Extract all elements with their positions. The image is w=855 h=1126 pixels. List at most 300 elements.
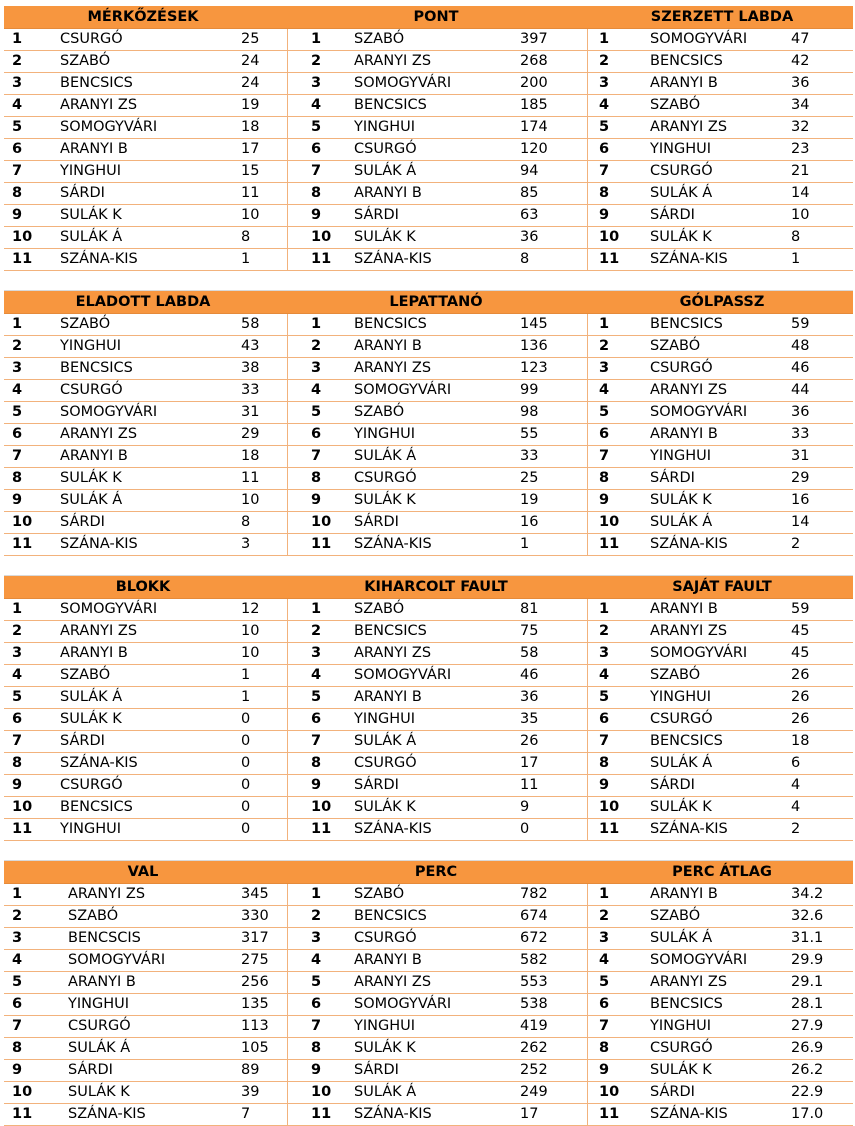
stat-value-cell: 275 [241, 952, 269, 968]
player-name-cell: BENCSICS [60, 360, 133, 376]
table-row [4, 512, 853, 534]
stat-value-cell: 17 [520, 1106, 539, 1122]
table-row [4, 249, 853, 271]
player-name-cell: SÁRDI [650, 470, 695, 486]
stat-value-cell: 94 [520, 163, 539, 179]
stat-value-cell: 32.6 [791, 908, 824, 924]
rank-cell: 7 [599, 163, 610, 179]
player-name-cell: SULÁK Á [354, 1084, 417, 1100]
player-name-cell: ARANYI ZS [60, 623, 138, 639]
table-row [4, 972, 853, 994]
stat-value-cell: 674 [520, 908, 548, 924]
rank-cell: 9 [311, 1062, 322, 1078]
rank-cell: 9 [599, 1062, 610, 1078]
rank-cell: 10 [599, 514, 620, 530]
player-name-cell: ARANYI B [354, 952, 422, 968]
rank-cell: 6 [599, 141, 610, 157]
stat-value-cell: 99 [520, 382, 539, 398]
rank-cell: 6 [311, 141, 322, 157]
player-name-cell: SZABÓ [354, 404, 405, 420]
player-name-cell: ARANYI ZS [650, 382, 728, 398]
table-row [4, 731, 853, 753]
table-row [4, 797, 853, 819]
table-row [4, 884, 853, 906]
stat-value-cell: 582 [520, 952, 548, 968]
stats-section [4, 6, 853, 271]
rank-cell: 3 [311, 645, 322, 661]
player-name-cell: SULÁK Á [354, 733, 417, 749]
player-name-cell: SZÁNA-KIS [60, 755, 138, 771]
column-title: PERC [414, 864, 458, 880]
rank-cell: 10 [311, 514, 332, 530]
rank-cell: 6 [599, 996, 610, 1012]
player-name-cell: SZABÓ [354, 31, 405, 47]
player-name-cell: ARANYI B [650, 75, 718, 91]
section-header-band [4, 576, 853, 599]
column-title: PERC ÁTLAG [672, 864, 772, 880]
rank-cell: 4 [311, 97, 322, 113]
rank-cell: 9 [599, 777, 610, 793]
section-gap [4, 841, 853, 861]
stat-value-cell: 1 [791, 251, 801, 267]
player-name-cell: YINGHUI [354, 711, 416, 727]
stat-value-cell: 19 [241, 97, 260, 113]
rank-cell: 4 [599, 382, 610, 398]
stat-value-cell: 174 [520, 119, 548, 135]
stat-value-cell: 120 [520, 141, 548, 157]
player-name-cell: SOMOGYVÁRI [650, 31, 748, 47]
stat-value-cell: 18 [241, 119, 260, 135]
rank-cell: 2 [599, 623, 610, 639]
column-divider [287, 599, 288, 841]
rank-cell: 8 [12, 185, 23, 201]
stat-value-cell: 782 [520, 886, 548, 902]
stat-value-cell: 34 [791, 97, 810, 113]
stat-value-cell: 11 [241, 470, 260, 486]
rank-cell: 7 [12, 1018, 23, 1034]
player-name-cell: SULÁK Á [650, 185, 713, 201]
player-name-cell: SÁRDI [354, 777, 399, 793]
table-row [4, 183, 853, 205]
stat-value-cell: 185 [520, 97, 548, 113]
player-name-cell: BENCSICS [354, 908, 427, 924]
stat-value-cell: 16 [791, 492, 810, 508]
player-name-cell: SOMOGYVÁRI [354, 382, 452, 398]
player-name-cell: ARANYI B [354, 338, 422, 354]
player-name-cell: SULÁK Á [354, 448, 417, 464]
stat-value-cell: 17.0 [791, 1106, 824, 1122]
player-name-cell: BENCSICS [650, 733, 723, 749]
player-name-cell: SÁRDI [650, 777, 695, 793]
column-divider [587, 29, 588, 271]
stat-value-cell: 33 [791, 426, 810, 442]
column-divider [587, 599, 588, 841]
table-row [4, 402, 853, 424]
rank-cell: 2 [311, 338, 322, 354]
column-title: KIHARCOLT FAULT [364, 579, 508, 595]
player-name-cell: ARANYI B [60, 645, 128, 661]
rank-cell: 9 [12, 207, 23, 223]
rank-cell: 2 [311, 53, 322, 69]
rank-cell: 11 [12, 251, 33, 267]
player-name-cell: SÁRDI [68, 1062, 113, 1078]
stat-value-cell: 35 [520, 711, 539, 727]
stat-value-cell: 317 [241, 930, 269, 946]
player-name-cell: CSURGÓ [650, 360, 713, 376]
rank-cell: 11 [311, 821, 332, 837]
player-name-cell: ARANYI ZS [68, 886, 146, 902]
rank-cell: 2 [12, 338, 23, 354]
column-title: GÓLPASSZ [679, 294, 765, 310]
stat-value-cell: 0 [241, 755, 251, 771]
stat-value-cell: 11 [241, 185, 260, 201]
player-name-cell: ARANYI ZS [354, 645, 432, 661]
player-name-cell: SULÁK K [354, 1040, 416, 1056]
player-name-cell: YINGHUI [650, 1018, 712, 1034]
stat-value-cell: 15 [241, 163, 260, 179]
stat-value-cell: 31.1 [791, 930, 824, 946]
rank-cell: 11 [311, 536, 332, 552]
player-name-cell: SÁRDI [60, 733, 105, 749]
column-divider [287, 29, 288, 271]
player-name-cell: SZABÓ [650, 908, 701, 924]
player-name-cell: CSURGÓ [354, 930, 417, 946]
player-name-cell: SOMOGYVÁRI [650, 645, 748, 661]
player-name-cell: SZÁNA-KIS [354, 251, 432, 267]
rank-cell: 11 [12, 1106, 33, 1122]
stat-value-cell: 12 [241, 601, 260, 617]
player-name-cell: BENCSICS [354, 316, 427, 332]
player-name-cell: SULÁK Á [650, 930, 713, 946]
stat-value-cell: 32 [791, 119, 810, 135]
player-name-cell: SZABÓ [68, 908, 119, 924]
rank-cell: 10 [599, 229, 620, 245]
table-row [4, 906, 853, 928]
stat-value-cell: 145 [520, 316, 548, 332]
player-name-cell: SZÁNA-KIS [650, 1106, 728, 1122]
player-name-cell: SULÁK K [354, 492, 416, 508]
stat-value-cell: 59 [791, 316, 810, 332]
stat-value-cell: 27.9 [791, 1018, 824, 1034]
rank-cell: 8 [311, 185, 322, 201]
stat-value-cell: 22.9 [791, 1084, 824, 1100]
stat-value-cell: 36 [791, 75, 810, 91]
rank-cell: 6 [311, 426, 322, 442]
player-name-cell: ARANYI B [650, 601, 718, 617]
rank-cell: 1 [599, 601, 610, 617]
rank-cell: 7 [311, 448, 322, 464]
stat-value-cell: 8 [520, 251, 530, 267]
player-name-cell: ARANYI ZS [354, 974, 432, 990]
table-row [4, 139, 853, 161]
rank-cell: 6 [12, 426, 23, 442]
stat-value-cell: 553 [520, 974, 548, 990]
player-name-cell: SULÁK Á [60, 689, 123, 705]
stat-value-cell: 26 [791, 711, 810, 727]
player-name-cell: SZABÓ [650, 667, 701, 683]
rank-cell: 7 [311, 163, 322, 179]
stat-value-cell: 26 [791, 689, 810, 705]
table-row [4, 1038, 853, 1060]
table-row [4, 1016, 853, 1038]
rank-cell: 7 [599, 733, 610, 749]
player-name-cell: SOMOGYVÁRI [354, 75, 452, 91]
stat-value-cell: 7 [241, 1106, 251, 1122]
rank-cell: 7 [311, 733, 322, 749]
player-name-cell: SULÁK K [60, 207, 122, 223]
stat-value-cell: 0 [241, 777, 251, 793]
table-row [4, 621, 853, 643]
column-divider [287, 884, 288, 1126]
stat-value-cell: 55 [520, 426, 539, 442]
table-row [4, 95, 853, 117]
rank-cell: 3 [311, 360, 322, 376]
rank-cell: 2 [311, 908, 322, 924]
stat-value-cell: 19 [520, 492, 539, 508]
player-name-cell: SZÁNA-KIS [354, 536, 432, 552]
rank-cell: 8 [12, 755, 23, 771]
table-row [4, 1104, 853, 1126]
stat-value-cell: 45 [791, 623, 810, 639]
table-row [4, 117, 853, 139]
player-name-cell: SULÁK K [650, 492, 712, 508]
rank-cell: 11 [311, 1106, 332, 1122]
section-header-band [4, 6, 853, 29]
stat-value-cell: 105 [241, 1040, 269, 1056]
player-name-cell: ARANYI B [354, 689, 422, 705]
rank-cell: 10 [12, 229, 33, 245]
player-name-cell: SÁRDI [354, 514, 399, 530]
rank-cell: 11 [599, 821, 620, 837]
stat-value-cell: 28.1 [791, 996, 824, 1012]
stats-section [4, 291, 853, 556]
column-title: SAJÁT FAULT [672, 579, 772, 595]
player-name-cell: YINGHUI [60, 163, 122, 179]
stat-value-cell: 0 [241, 821, 251, 837]
table-row [4, 73, 853, 95]
player-name-cell: BENCSICS [60, 75, 133, 91]
column-title: VAL [127, 864, 159, 880]
stats-section [4, 861, 853, 1126]
player-name-cell: YINGHUI [650, 141, 712, 157]
section-header-band [4, 861, 853, 884]
player-name-cell: BENCSICS [60, 799, 133, 815]
player-name-cell: CSURGÓ [60, 382, 123, 398]
player-name-cell: ARANYI B [354, 185, 422, 201]
table-row [4, 665, 853, 687]
stat-value-cell: 36 [791, 404, 810, 420]
column-divider [587, 884, 588, 1126]
stat-value-cell: 10 [791, 207, 810, 223]
player-name-cell: SÁRDI [60, 185, 105, 201]
player-name-cell: CSURGÓ [60, 777, 123, 793]
player-name-cell: CSURGÓ [68, 1018, 131, 1034]
rank-cell: 10 [12, 799, 33, 815]
stat-value-cell: 123 [520, 360, 548, 376]
rank-cell: 4 [311, 952, 322, 968]
player-name-cell: SZÁNA-KIS [68, 1106, 146, 1122]
stat-value-cell: 1 [241, 667, 251, 683]
rank-cell: 2 [12, 53, 23, 69]
rank-cell: 9 [12, 777, 23, 793]
rank-cell: 7 [599, 448, 610, 464]
stat-value-cell: 0 [241, 711, 251, 727]
player-name-cell: ARANYI ZS [650, 974, 728, 990]
table-row [4, 380, 853, 402]
rank-cell: 8 [599, 1040, 610, 1056]
stat-value-cell: 8 [241, 229, 251, 245]
stat-value-cell: 249 [520, 1084, 548, 1100]
player-name-cell: SOMOGYVÁRI [60, 119, 158, 135]
stat-value-cell: 8 [791, 229, 801, 245]
rank-cell: 7 [599, 1018, 610, 1034]
rank-cell: 4 [12, 382, 23, 398]
stat-value-cell: 1 [241, 689, 251, 705]
player-name-cell: SZÁNA-KIS [354, 1106, 432, 1122]
rank-cell: 11 [311, 251, 332, 267]
player-name-cell: BENCSICS [354, 623, 427, 639]
stat-value-cell: 0 [241, 799, 251, 815]
rank-cell: 3 [12, 360, 23, 376]
rank-cell: 5 [311, 689, 322, 705]
rank-cell: 9 [599, 492, 610, 508]
rank-cell: 5 [599, 404, 610, 420]
stat-value-cell: 17 [520, 755, 539, 771]
rank-cell: 3 [599, 75, 610, 91]
stat-value-cell: 11 [520, 777, 539, 793]
rank-cell: 4 [12, 952, 23, 968]
stat-value-cell: 47 [791, 31, 810, 47]
player-name-cell: CSURGÓ [650, 711, 713, 727]
stat-value-cell: 75 [520, 623, 539, 639]
stat-value-cell: 44 [791, 382, 810, 398]
stat-value-cell: 262 [520, 1040, 548, 1056]
stat-value-cell: 63 [520, 207, 539, 223]
rank-cell: 8 [311, 755, 322, 771]
stat-value-cell: 29 [241, 426, 260, 442]
rank-cell: 3 [599, 360, 610, 376]
stat-value-cell: 33 [241, 382, 260, 398]
rank-cell: 10 [311, 1084, 332, 1100]
table-row [4, 51, 853, 73]
stat-value-cell: 31 [241, 404, 260, 420]
rank-cell: 3 [311, 75, 322, 91]
stat-value-cell: 17 [241, 141, 260, 157]
column-title: SZERZETT LABDA [650, 9, 794, 25]
player-name-cell: YINGHUI [650, 689, 712, 705]
player-name-cell: SULÁK Á [60, 492, 123, 508]
stat-value-cell: 256 [241, 974, 269, 990]
rank-cell: 5 [12, 119, 23, 135]
rank-cell: 2 [599, 338, 610, 354]
rank-cell: 3 [12, 930, 23, 946]
stat-value-cell: 16 [520, 514, 539, 530]
rank-cell: 1 [12, 31, 23, 47]
rank-cell: 11 [599, 1106, 620, 1122]
stat-value-cell: 200 [520, 75, 548, 91]
rank-cell: 1 [12, 886, 23, 902]
stat-value-cell: 1 [241, 251, 251, 267]
player-name-cell: CSURGÓ [354, 755, 417, 771]
stat-value-cell: 397 [520, 31, 548, 47]
section-gap [4, 271, 853, 291]
rank-cell: 5 [311, 404, 322, 420]
rank-cell: 9 [311, 492, 322, 508]
player-name-cell: ARANYI B [60, 448, 128, 464]
rank-cell: 6 [311, 996, 322, 1012]
table-row [4, 490, 853, 512]
stat-value-cell: 58 [241, 316, 260, 332]
stat-value-cell: 98 [520, 404, 539, 420]
stat-value-cell: 25 [520, 470, 539, 486]
stat-value-cell: 135 [241, 996, 269, 1012]
player-name-cell: SÁRDI [650, 1084, 695, 1100]
stat-value-cell: 81 [520, 601, 539, 617]
player-name-cell: SZABÓ [60, 667, 111, 683]
rank-cell: 1 [599, 886, 610, 902]
rank-cell: 8 [599, 185, 610, 201]
rank-cell: 8 [311, 470, 322, 486]
section-gap [4, 556, 853, 576]
stat-value-cell: 4 [791, 799, 801, 815]
stat-value-cell: 8 [241, 514, 251, 530]
stat-value-cell: 672 [520, 930, 548, 946]
stat-value-cell: 48 [791, 338, 810, 354]
player-name-cell: ARANYI ZS [60, 426, 138, 442]
rank-cell: 7 [311, 1018, 322, 1034]
rank-cell: 3 [12, 75, 23, 91]
player-name-cell: ARANYI B [650, 426, 718, 442]
stat-value-cell: 538 [520, 996, 548, 1012]
table-row [4, 687, 853, 709]
stat-value-cell: 10 [241, 207, 260, 223]
stat-value-cell: 38 [241, 360, 260, 376]
player-name-cell: SZÁNA-KIS [60, 536, 138, 552]
player-name-cell: SZABÓ [354, 886, 405, 902]
column-title: BLOKK [115, 579, 171, 595]
player-name-cell: YINGHUI [354, 119, 416, 135]
player-name-cell: BENCSICS [650, 996, 723, 1012]
player-name-cell: SZÁNA-KIS [650, 251, 728, 267]
rank-cell: 4 [311, 382, 322, 398]
player-name-cell: SULÁK K [68, 1084, 130, 1100]
table-row [4, 29, 853, 51]
player-name-cell: ARANYI ZS [650, 623, 728, 639]
player-name-cell: ARANYI ZS [354, 53, 432, 69]
stat-value-cell: 10 [241, 492, 260, 508]
stat-value-cell: 25 [241, 31, 260, 47]
stat-value-cell: 36 [520, 229, 539, 245]
rank-cell: 1 [12, 316, 23, 332]
rank-cell: 7 [12, 163, 23, 179]
stat-value-cell: 10 [241, 623, 260, 639]
rank-cell: 1 [311, 601, 322, 617]
table-row [4, 1060, 853, 1082]
section-header-band [4, 291, 853, 314]
rank-cell: 10 [311, 799, 332, 815]
rank-cell: 3 [599, 930, 610, 946]
column-divider [287, 314, 288, 556]
rank-cell: 11 [12, 536, 33, 552]
player-name-cell: SULÁK K [60, 711, 122, 727]
stat-value-cell: 24 [241, 53, 260, 69]
rank-cell: 5 [599, 689, 610, 705]
player-name-cell: SULÁK Á [650, 755, 713, 771]
rank-cell: 6 [12, 141, 23, 157]
table-row [4, 534, 853, 556]
player-name-cell: ARANYI B [650, 886, 718, 902]
rank-cell: 3 [12, 645, 23, 661]
